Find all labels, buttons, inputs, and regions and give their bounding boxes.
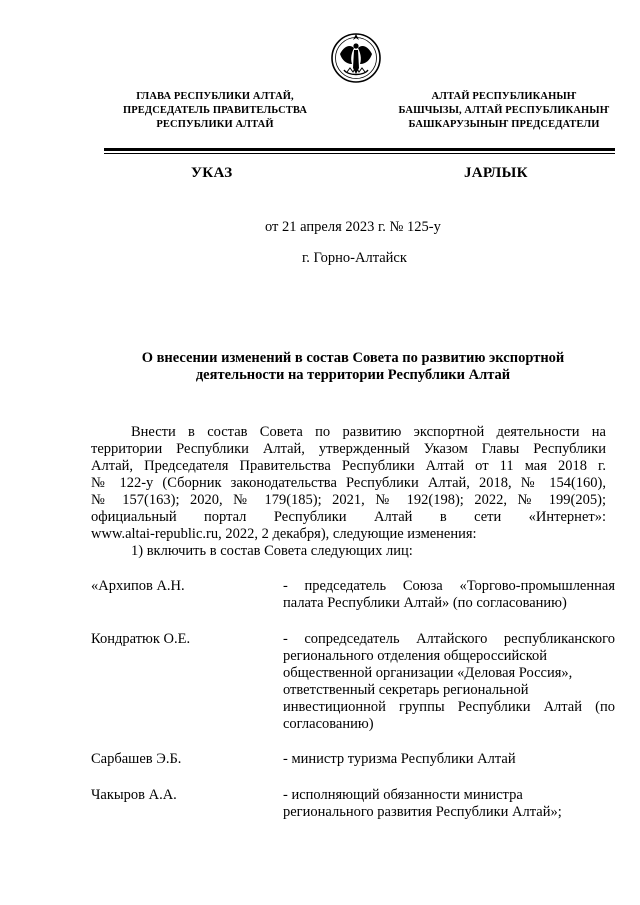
city-line: г. Горно-Алтайск bbox=[302, 250, 407, 266]
member-desc bbox=[283, 631, 615, 733]
header-rule-thick bbox=[104, 148, 615, 151]
header-left-block bbox=[100, 90, 330, 132]
member-desc bbox=[283, 578, 615, 612]
member-desc-line: - председатель Союза «Торгово-промышленная bbox=[283, 578, 615, 594]
body-line: официальный портал Республики Алтай в сети «Интернет»: bbox=[91, 509, 606, 525]
member-desc bbox=[283, 751, 615, 768]
member-desc-line: согласованию) bbox=[283, 716, 374, 732]
subject-line: деятельности на территории Республики Алтай bbox=[195, 367, 511, 383]
member-desc-line: - министр туризма Республики Алтай bbox=[283, 751, 516, 767]
member-desc bbox=[283, 787, 615, 821]
member-desc-line: - исполняющий обязанности министра bbox=[283, 787, 523, 803]
header-right-line: БАШКАРУЗЫНЫҤ ПРЕДСЕДАТЕЛИ bbox=[408, 119, 600, 130]
member-name: Кондратюк О.Е. bbox=[91, 631, 191, 647]
header-right-block bbox=[384, 90, 624, 132]
header-rule-thin bbox=[104, 153, 615, 154]
member-desc-line: инвестиционной группы Республики Алтай (по bbox=[283, 699, 615, 715]
body-line: 1) включить в состав Совета следующих лиц: bbox=[131, 543, 413, 559]
member-desc-line: ответственный секретарь региональной bbox=[283, 682, 529, 698]
header-left-line: ГЛАВА РЕСПУБЛИКИ АЛТАЙ, bbox=[136, 91, 294, 102]
member-desc-line: регионального развития Республики Алтай»; bbox=[283, 804, 562, 820]
header-left-line: РЕСПУБЛИКИ АЛТАЙ bbox=[156, 119, 274, 130]
subject-line: О внесении изменений в состав Совета по развитию экспортной bbox=[141, 350, 565, 366]
member-desc-line: палата Республики Алтай» (по согласованию) bbox=[283, 595, 567, 611]
altai-republic-emblem bbox=[330, 28, 382, 88]
body-line: www.altai-republic.ru, 2022, 2 декабря), следующие изменения: bbox=[91, 526, 477, 542]
header-left-line: ПРЕДСЕДАТЕЛЬ ПРАВИТЕЛЬСТВА bbox=[122, 105, 307, 116]
doc-type-right: JАРЛЫК bbox=[464, 165, 528, 181]
member-desc-line: общественной организации «Деловая Россия», bbox=[283, 665, 573, 681]
body-line: территории Республики Алтай, утвержденный Указом Главы Республики bbox=[91, 441, 606, 457]
header-right-line: БАШЧЫЗЫ, АЛТАЙ РЕСПУБЛИКАНЫҤ bbox=[398, 105, 610, 116]
member-name: Сарбашев Э.Б. bbox=[91, 751, 182, 767]
header-right-line: АЛТАЙ РЕСПУБЛИКАНЫҤ bbox=[431, 91, 577, 102]
member-name: Чакыров А.А. bbox=[91, 787, 177, 803]
body-line: Внести в состав Совета по развитию экспортной деятельности на bbox=[131, 424, 606, 440]
member-desc-line: - сопредседатель Алтайского республиканского bbox=[283, 631, 615, 647]
body-line: № 157(163); 2020, № 179(185); 2021, № 192(198); 2022, № 199(205); bbox=[91, 492, 606, 508]
body-line: № 122-у (Сборник законодательства Республики Алтай, 2018, № 154(160), bbox=[91, 475, 606, 491]
member-name: «Архипов А.Н. bbox=[91, 578, 185, 594]
doc-type-left: УКАЗ bbox=[191, 165, 233, 181]
member-desc-line: регионального отделения общероссийской bbox=[283, 648, 548, 664]
body-line: Алтай, Председателя Правительства Республики Алтай от 11 мая 2018 г. bbox=[91, 458, 606, 474]
date-line: от 21 апреля 2023 г. № 125-у bbox=[265, 219, 441, 235]
